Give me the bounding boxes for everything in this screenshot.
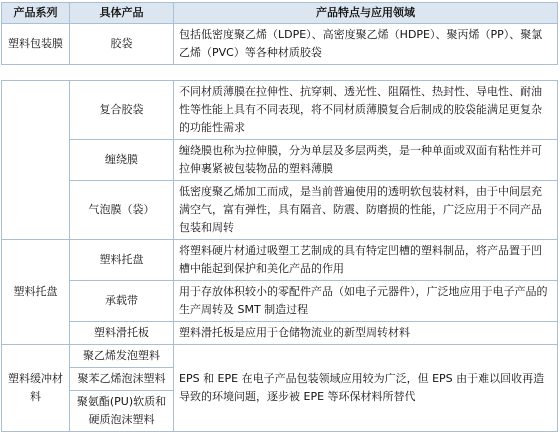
cell-product: 聚氨酯(PU)软质和硬质泡沫塑料 — [70, 391, 174, 432]
cell-series: 塑料托盘 — [2, 240, 70, 345]
cell-desc: 低密度聚乙烯加工而成，是当前普遍使用的透明软包装材料，由于中间层充满空气，富有弹性，具有隔音、防震、防磨损的性能，广泛应用于不同产品包装和周转 — [174, 181, 558, 240]
cell-series: 塑料包装膜 — [2, 24, 70, 65]
table-row — [2, 181, 558, 240]
cell-product: 缠绕膜 — [70, 140, 174, 181]
cell-product: 承载带 — [70, 281, 174, 322]
header-features: 产品特点与应用领域 — [174, 3, 558, 24]
table-row — [2, 240, 558, 281]
table-row — [2, 345, 558, 368]
cell-product: 气泡膜（袋） — [70, 181, 174, 240]
cell-desc: 塑料滑托板是应用于仓储物流业的新型周转材料 — [174, 322, 558, 345]
cell-product: 塑料滑托板 — [70, 322, 174, 345]
cell-desc: 不同材质薄膜在拉伸性、抗穿刺、透光性、阻隔性、热封性、导电性、耐油性等性能上具有不同表现，将不同材质薄膜复合后制成的胶袋能满足更复杂的功能性需求 — [174, 81, 558, 140]
cell-desc: EPS 和 EPE 在电子产品包装领域应用较为广泛，但 EPS 由于难以回收再造导致的环境问题，逐步被 EPE 等环保材料所替代 — [174, 345, 558, 432]
cell-product: 聚乙烯发泡塑料 — [70, 345, 174, 368]
table-header-part — [1, 2, 558, 65]
cell-series: 塑料缓冲材料 — [2, 345, 70, 432]
cell-product: 聚苯乙烯泡沫塑料 — [70, 368, 174, 391]
table-row — [2, 322, 558, 345]
header-specific-product: 具体产品 — [70, 3, 174, 24]
table-row — [2, 281, 558, 322]
table-row — [2, 140, 558, 181]
cell-desc: 将塑料硬片材通过吸塑工艺制成的具有特定凹槽的塑料制品，将产品置于凹槽中能起到保护和美化产品的作用 — [174, 240, 558, 281]
table-main-part — [1, 80, 558, 432]
cell-series-blank — [2, 81, 70, 240]
header-row — [2, 3, 558, 24]
cell-product: 塑料托盘 — [70, 240, 174, 281]
table-row — [2, 81, 558, 140]
cell-desc: 缠绕膜也称为拉伸膜，分为单层及多层两类，是一种单面或双面有粘性并可拉伸裹紧被包装物品的塑料薄膜 — [174, 140, 558, 181]
cell-desc: 包括低密度聚乙烯（LDPE）、高密度聚乙烯（HDPE）、聚丙烯（PP）、聚氯乙烯（PVC）等各种材质胶袋 — [174, 24, 558, 65]
cell-product: 胶袋 — [70, 24, 174, 65]
cell-desc: 用于存放体积较小的零配件产品（如电子元器件），广泛地应用于电子产品的生产周转及 SMT 制造过程 — [174, 281, 558, 322]
table-row — [2, 24, 558, 65]
header-product-series: 产品系列 — [2, 3, 70, 24]
cell-product: 复合胶袋 — [70, 81, 174, 140]
